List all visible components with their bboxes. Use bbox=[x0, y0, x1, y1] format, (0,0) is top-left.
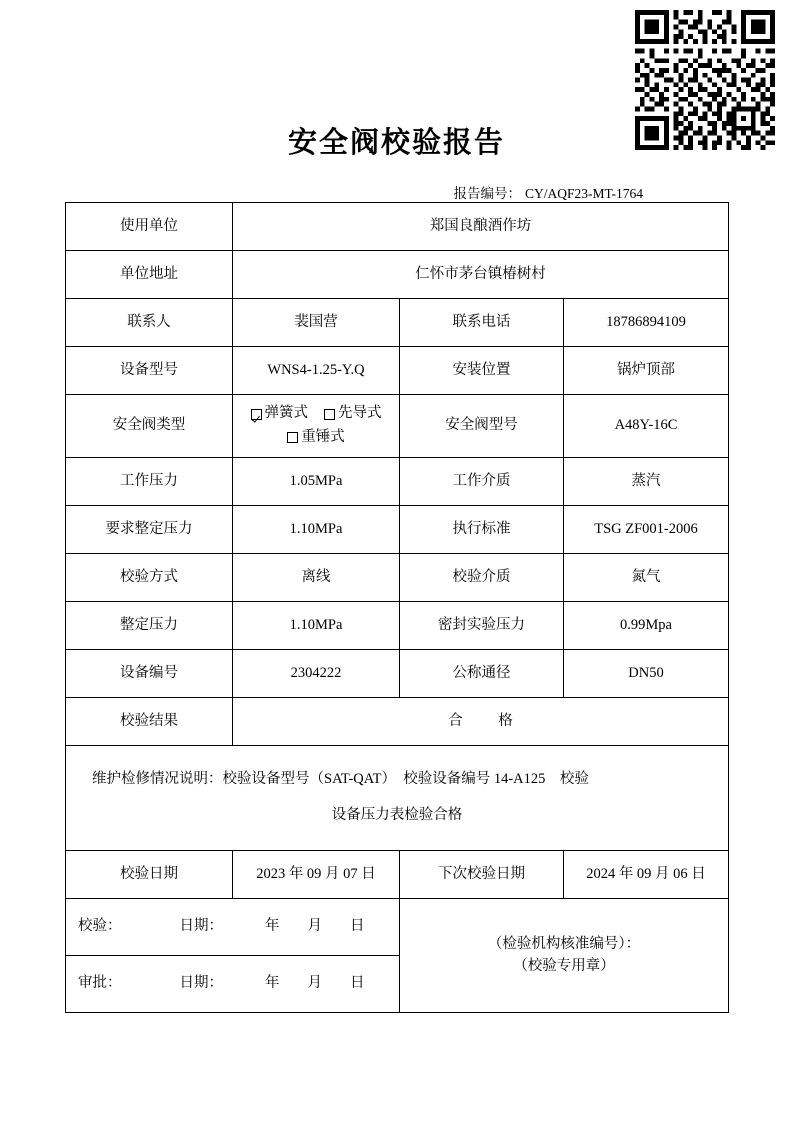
report-table-wrapper bbox=[65, 202, 728, 1013]
checkbox-spring-type[interactable] bbox=[251, 403, 309, 425]
checkbox-spring-label: 弹簧式 bbox=[264, 405, 308, 422]
table-row bbox=[66, 650, 729, 698]
page-title: 安全阀校验报告 bbox=[287, 125, 505, 159]
nominal-diameter-value: DN50 bbox=[564, 650, 729, 698]
checkbox-pilot-type[interactable] bbox=[324, 403, 382, 425]
test-date-value: 2023 年 09 月 07 日 bbox=[233, 851, 400, 899]
checkbox-checked-icon bbox=[251, 409, 262, 420]
checker-label: 校验： bbox=[78, 918, 122, 935]
device-no-label: 设备编号 bbox=[66, 650, 233, 698]
valve-type-options bbox=[233, 395, 400, 458]
checker-month-label: 月 bbox=[307, 918, 322, 935]
approver-month-label: 月 bbox=[307, 975, 322, 992]
maintenance-note-line1: 维护检修情况说明：校验设备型号（SAT-QAT） 校验设备编号 14-A125 校验 bbox=[92, 771, 589, 788]
maintenance-note bbox=[66, 746, 729, 851]
required-set-pressure-value: 1.10MPa bbox=[233, 506, 400, 554]
approver-label: 审批： bbox=[78, 975, 122, 992]
table-row bbox=[66, 899, 729, 956]
seal-pressure-label: 密封实验压力 bbox=[400, 602, 564, 650]
checkbox-pilot-label: 先导式 bbox=[338, 405, 382, 422]
next-test-date-value: 2024 年 09 月 06 日 bbox=[564, 851, 729, 899]
required-set-pressure-label: 要求整定压力 bbox=[66, 506, 233, 554]
checkbox-weight-type[interactable] bbox=[287, 427, 345, 449]
method-value: 离线 bbox=[233, 554, 400, 602]
checker-date-label: 日期： bbox=[179, 918, 223, 935]
phone-label: 联系电话 bbox=[400, 299, 564, 347]
device-model-label: 设备型号 bbox=[66, 347, 233, 395]
org-approval-no-label: （检验机构核准编号）： bbox=[487, 935, 641, 952]
set-pressure-value: 1.10MPa bbox=[233, 602, 400, 650]
contact-label: 联系人 bbox=[66, 299, 233, 347]
table-row bbox=[66, 851, 729, 899]
nominal-diameter-label: 公称通径 bbox=[400, 650, 564, 698]
report-number bbox=[453, 182, 643, 202]
approver-signature-row bbox=[66, 956, 400, 1013]
table-row bbox=[66, 458, 729, 506]
stamp-label: （校验专用章） bbox=[513, 957, 615, 974]
install-position-label: 安装位置 bbox=[400, 347, 564, 395]
checkbox-empty-icon bbox=[324, 409, 335, 420]
maintenance-note-line2: 设备压力表检验合格 bbox=[331, 807, 463, 823]
checkbox-weight-label: 重锤式 bbox=[301, 429, 345, 445]
unit-label: 使用单位 bbox=[66, 203, 233, 251]
checker-day-label: 日 bbox=[350, 918, 365, 935]
install-position-value: 锅炉顶部 bbox=[564, 347, 729, 395]
table-row bbox=[66, 554, 729, 602]
result-value bbox=[233, 698, 729, 746]
table-row bbox=[66, 395, 729, 458]
result-label: 校验结果 bbox=[66, 698, 233, 746]
stamp-area bbox=[400, 899, 729, 1013]
approver-day-label: 日 bbox=[350, 975, 365, 992]
device-model-value: WNS4-1.25-Y.Q bbox=[233, 347, 400, 395]
work-pressure-label: 工作压力 bbox=[66, 458, 233, 506]
table-row bbox=[66, 602, 729, 650]
valve-type-label: 安全阀类型 bbox=[66, 395, 233, 458]
table-row bbox=[66, 746, 729, 851]
valve-model-label: 安全阀型号 bbox=[400, 395, 564, 458]
checker-signature-row bbox=[66, 899, 400, 956]
test-date-label: 校验日期 bbox=[66, 851, 233, 899]
standard-value: TSG ZF001-2006 bbox=[564, 506, 729, 554]
contact-value: 裴国营 bbox=[233, 299, 400, 347]
test-medium-value: 氮气 bbox=[564, 554, 729, 602]
set-pressure-label: 整定压力 bbox=[66, 602, 233, 650]
test-medium-label: 校验介质 bbox=[400, 554, 564, 602]
table-row bbox=[66, 698, 729, 746]
method-label: 校验方式 bbox=[66, 554, 233, 602]
medium-label: 工作介质 bbox=[400, 458, 564, 506]
standard-label: 执行标准 bbox=[400, 506, 564, 554]
approver-year-label: 年 bbox=[265, 975, 280, 992]
work-pressure-value: 1.05MPa bbox=[233, 458, 400, 506]
report-table bbox=[65, 202, 729, 1013]
valve-model-value: A48Y-16C bbox=[564, 395, 729, 458]
table-row bbox=[66, 251, 729, 299]
table-row bbox=[66, 506, 729, 554]
approver-date-label: 日期： bbox=[179, 975, 223, 992]
report-number-label: 报告编号： bbox=[453, 186, 521, 201]
report-number-value: CY/AQF23-MT-1764 bbox=[524, 186, 643, 201]
result-value-text: 合 格 bbox=[448, 712, 529, 729]
medium-value: 蒸汽 bbox=[564, 458, 729, 506]
address-label: 单位地址 bbox=[66, 251, 233, 299]
table-row bbox=[66, 203, 729, 251]
table-row bbox=[66, 347, 729, 395]
device-no-value: 2304222 bbox=[233, 650, 400, 698]
next-test-date-label: 下次校验日期 bbox=[400, 851, 564, 899]
address-value: 仁怀市茅台镇椿树村 bbox=[233, 251, 729, 299]
checkbox-empty-icon bbox=[287, 432, 298, 443]
phone-value: 18786894109 bbox=[564, 299, 729, 347]
unit-value: 郑国良酿酒作坊 bbox=[233, 203, 729, 251]
checker-year-label: 年 bbox=[265, 918, 280, 935]
table-row bbox=[66, 299, 729, 347]
seal-pressure-value: 0.99Mpa bbox=[564, 602, 729, 650]
